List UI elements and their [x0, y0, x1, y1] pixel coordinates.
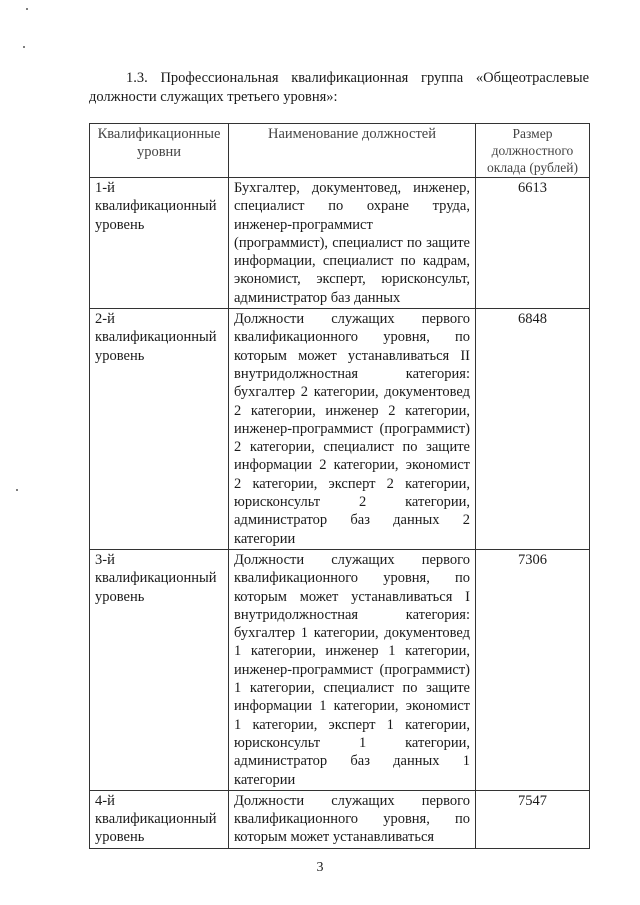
level-cell: 3-й квалификационный уровень: [90, 549, 229, 790]
scan-speck: [26, 8, 28, 10]
salary-cell: 7547: [476, 790, 590, 848]
level-cell: 4-й квалификационный уровень: [90, 790, 229, 848]
salary-cell: 6848: [476, 309, 590, 550]
scan-speck: [16, 489, 18, 491]
column-header-salary: Размер должностного оклада (рублей): [476, 124, 590, 178]
page-number: 3: [316, 860, 324, 875]
salary-cell: 7306: [476, 549, 590, 790]
positions-cell: Должности служащих первого квалификационного уровня, по которым может устанавливаться II внутридолжностная категория: бухгалтер 2 категории, документовед 2 категории, инженер 2 категории, инженер-программист (программист) 2 категории, специалист по защите информации 2 категории, экономист 2 категории, эксперт 2 категории, юрисконсульт 2 категории, администратор баз данных 2 категории: [229, 309, 476, 550]
table-row: [90, 549, 590, 790]
table-row: [90, 178, 590, 309]
positions-cell: Должности служащих первого квалификационного уровня, по которым может устанавливаться I внутридолжностная категория: бухгалтер 1 категории, документовед 1 категории, инженер 1 категории, инженер-программист (программист) 1 категории, специалист по защите информации 1 категории, экономист 1 категории, эксперт 1 категории, юрисконсульт 1 категории, администратор баз данных 1 категории: [229, 549, 476, 790]
scan-speck: [23, 46, 25, 48]
positions-cell: Бухгалтер, документовед, инженер, специалист по охране труда, инженер-программист (программист), специалист по защите информации, специалист по кадрам, экономист, эксперт, юрисконсульт, администратор баз данных: [229, 178, 476, 309]
column-header-positions: Наименование должностей: [229, 124, 476, 178]
section-heading: [89, 69, 589, 107]
table-header-row: [90, 124, 590, 178]
level-cell: 1-й квалификационный уровень: [90, 178, 229, 309]
table-row: [90, 309, 590, 550]
positions-table: [89, 123, 590, 849]
salary-cell: 6613: [476, 178, 590, 309]
section-heading-text: 1.3. Профессиональная квалификационная группа «Общеотраслевые должности служащих третьего уровня»:: [89, 70, 589, 105]
level-cell: 2-й квалификационный уровень: [90, 309, 229, 550]
column-header-levels: Квалификационные уровни: [90, 124, 229, 178]
positions-cell: Должности служащих первого квалификационного уровня, по которым может устанавливаться: [229, 790, 476, 848]
table-row: [90, 790, 590, 848]
